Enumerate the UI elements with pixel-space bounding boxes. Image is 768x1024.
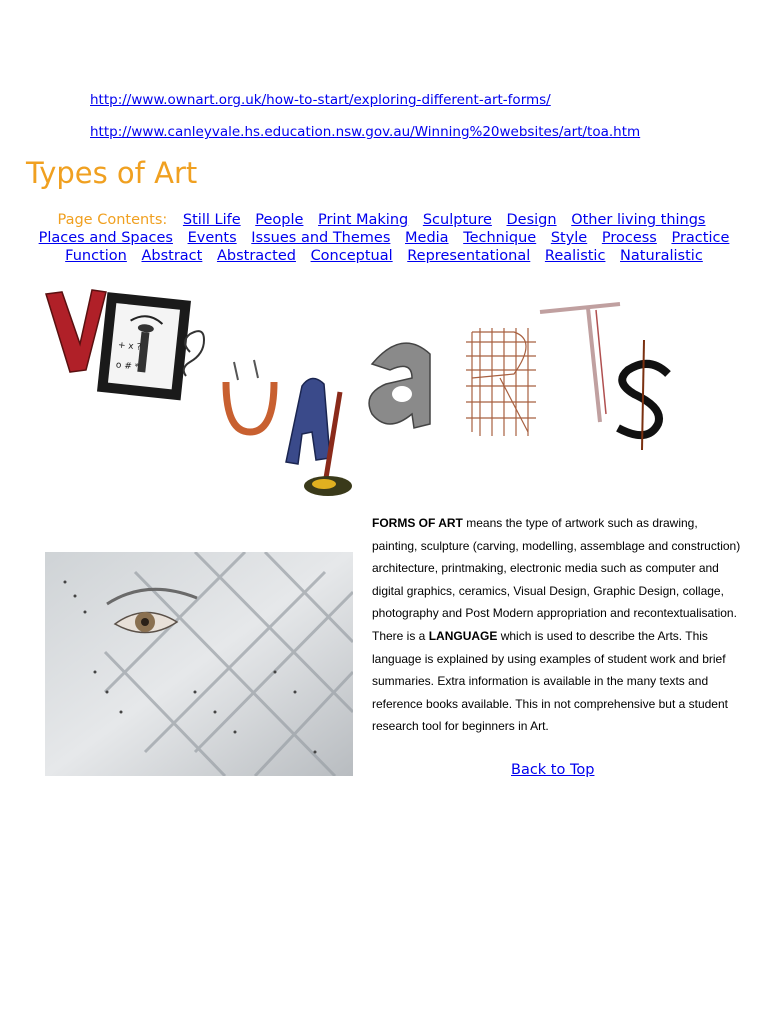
language-term: LANGUAGE xyxy=(428,628,498,643)
language-pre: There is a xyxy=(372,628,429,643)
contents-link-technique[interactable]: Technique xyxy=(463,230,537,246)
contents-link-realistic[interactable]: Realistic xyxy=(544,248,606,264)
contents-link-people[interactable]: People xyxy=(255,212,304,228)
contents-link-places-and-spaces[interactable]: Places and Spaces xyxy=(38,230,173,246)
contents-link-style[interactable]: Style xyxy=(550,230,588,246)
contents-link-issues-and-themes[interactable]: Issues and Themes xyxy=(251,230,391,246)
forms-of-art-term: FORMS OF ART xyxy=(372,516,463,530)
contents-link-abstracted[interactable]: Abstracted xyxy=(216,248,296,264)
contents-link-naturalistic[interactable]: Naturalistic xyxy=(620,248,703,264)
page-contents-label: Page Contents: xyxy=(57,212,168,228)
contents-link-sculpture[interactable]: Sculpture xyxy=(422,212,492,228)
contents-link-abstract[interactable]: Abstract xyxy=(141,248,203,264)
contents-link-practice[interactable]: Practice xyxy=(671,230,730,246)
contents-link-print-making[interactable]: Print Making xyxy=(318,212,409,228)
svg-text:+ x ?: + x ? xyxy=(117,340,142,353)
reference-link-ownart[interactable]: http://www.ownart.org.uk/how-to-start/exploring-different-art-forms/ xyxy=(90,92,551,108)
forms-of-art-text: means the type of artwork such as drawing, painting, sculpture (carving, modelling, assemblage and construction) architecture, printmaking, electronic media such as computer and digital graphics, ceramics, Visual Design, Graphic Design, collage, photography and Post Modern appropriation and recontextualisation. xyxy=(372,516,741,621)
contents-link-representational[interactable]: Representational xyxy=(407,248,531,264)
language-text: which is used to describe the Arts. This language is explained by using examples of student work and brief summaries. Extra information is available in the many texts and reference books available. This in not comprehensive but a student research tool for beginners in Art. xyxy=(372,628,728,734)
contents-link-process[interactable]: Process xyxy=(601,230,657,246)
forms-of-art-paragraph xyxy=(372,512,744,625)
contents-link-still-life[interactable]: Still Life xyxy=(182,212,241,228)
page-contents-nav xyxy=(30,211,738,265)
eye-artwork-image xyxy=(45,552,353,776)
back-to-top-link[interactable]: Back to Top xyxy=(511,762,595,778)
forms-of-art-description xyxy=(372,512,744,738)
contents-link-other-living-things[interactable]: Other living things xyxy=(571,212,706,228)
language-paragraph xyxy=(372,625,744,738)
contents-link-events[interactable]: Events xyxy=(187,230,237,246)
visual-arts-banner-image xyxy=(40,282,690,502)
reference-link-canleyvale[interactable]: http://www.canleyvale.hs.education.nsw.gov.au/Winning%20websites/art/toa.htm xyxy=(90,124,641,140)
contents-link-conceptual[interactable]: Conceptual xyxy=(310,248,393,264)
svg-text:o # *: o # * xyxy=(115,360,140,373)
contents-link-function[interactable]: Function xyxy=(65,248,127,264)
contents-link-media[interactable]: Media xyxy=(405,230,449,246)
contents-link-design[interactable]: Design xyxy=(506,212,557,228)
page-title: Types of Art xyxy=(26,156,198,190)
